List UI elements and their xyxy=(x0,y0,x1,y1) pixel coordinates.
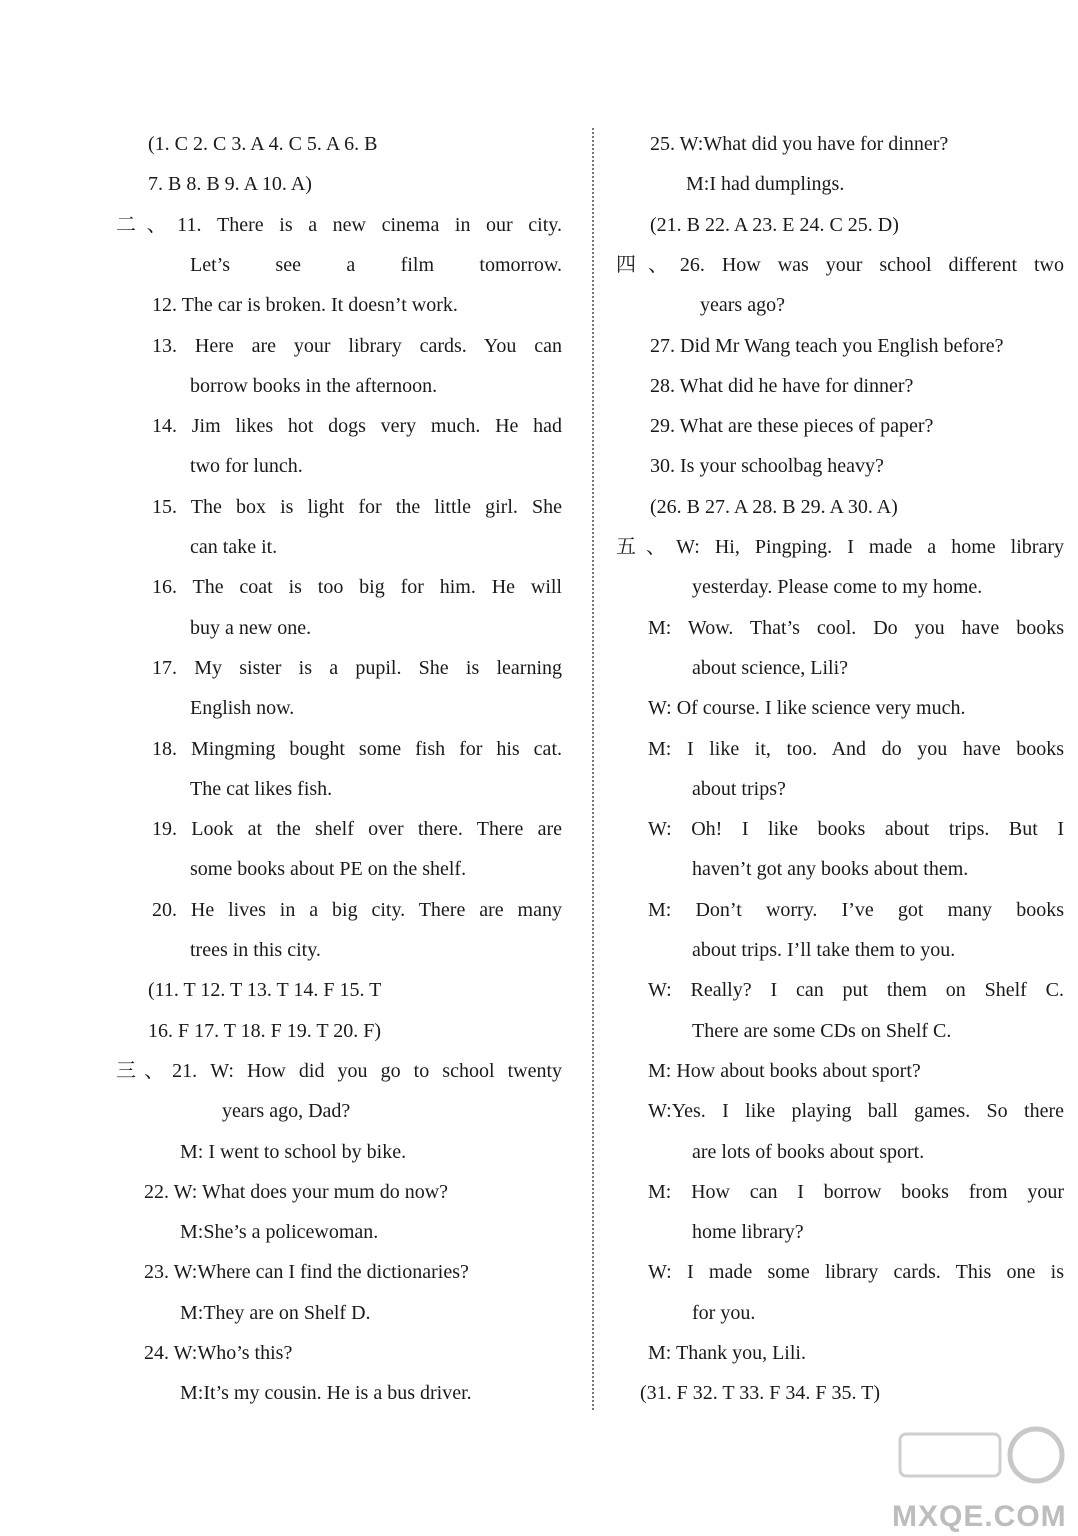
right-column-line: W: Of course. I like science very much. xyxy=(648,697,966,720)
right-column-line: yesterday. Please come to my home. xyxy=(692,576,983,599)
right-column-line: (31. F 32. T 33. F 34. F 35. T) xyxy=(640,1382,881,1405)
left-column-line: 19. Look at the shelf over there. There are xyxy=(152,818,562,841)
left-column-line: two for lunch. xyxy=(190,455,303,478)
left-column-line: M:It’s my cousin. He is a bus driver. xyxy=(180,1382,472,1405)
watermark-badge-icon xyxy=(896,1424,1066,1486)
right-column-line: (26. B 27. A 28. B 29. A 30. A) xyxy=(650,495,898,518)
right-column-line: about trips? xyxy=(692,777,786,800)
right-column-line: M: Wow. That’s cool. Do you have books xyxy=(648,616,1064,639)
right-column-line: 五、W: Hi, Pingping. I made a home library xyxy=(616,536,1064,558)
left-column-line: M: I went to school by bike. xyxy=(180,1140,407,1163)
right-column-line: 25. W:What did you have for dinner? xyxy=(650,133,949,155)
right-column-line: 29. What are these pieces of paper? xyxy=(650,415,934,438)
right-column-line: W: I made some library cards. This one is xyxy=(648,1261,1064,1284)
watermark-logo xyxy=(888,1420,1078,1536)
left-column-line: Let’s see a film tomorrow. xyxy=(190,253,562,276)
right-column-line: 27. Did Mr Wang teach you English before? xyxy=(650,334,1004,357)
right-column-line: 四、26. How was your school different two xyxy=(616,253,1064,276)
left-column-line: M:They are on Shelf D. xyxy=(180,1301,371,1324)
left-column-line: 23. W:Where can I find the dictionaries? xyxy=(144,1261,469,1284)
left-column-line: 三、21. W: How did you go to school twenty xyxy=(116,1059,562,1082)
left-column-line: 20. He lives in a big city. There are many xyxy=(152,898,562,921)
left-column-line: The cat likes fish. xyxy=(190,777,333,800)
left-column-line: 二、11. There is a new cinema in our city. xyxy=(116,213,562,236)
left-column-line: 7. B 8. B 9. A 10. A) xyxy=(148,173,312,196)
left-column-line: (11. T 12. T 13. T 14. F 15. T xyxy=(148,979,382,1002)
right-column-line: M: How can I borrow books from your xyxy=(648,1180,1064,1203)
left-column-line: English now. xyxy=(190,697,295,720)
left-column-line: 24. W:Who’s this? xyxy=(144,1342,293,1364)
left-column-line: trees in this city. xyxy=(190,939,321,961)
right-column-line: home library? xyxy=(692,1221,804,1244)
right-column-line: W: Oh! I like books about trips. But I xyxy=(648,818,1064,841)
right-column-line: (21. B 22. A 23. E 24. C 25. D) xyxy=(650,213,899,236)
left-column-line: buy a new one. xyxy=(190,616,312,639)
left-column-line: 22. W: What does your mum do now? xyxy=(144,1180,449,1203)
left-column-line: 16. The coat is too big for him. He will xyxy=(152,576,562,599)
right-column-line: are lots of books about sport. xyxy=(692,1140,925,1163)
left-column-line: (1. C 2. C 3. A 4. C 5. A 6. B xyxy=(148,133,378,155)
watermark-text: MXQE.COM xyxy=(892,1500,1067,1533)
right-column-line: 28. What did he have for dinner? xyxy=(650,374,914,397)
right-column-line: about science, Lili? xyxy=(692,656,849,679)
left-column-line: 17. My sister is a pupil. She is learning xyxy=(152,656,562,679)
right-column-line: for you. xyxy=(692,1301,756,1324)
left-column-line: borrow books in the afternoon. xyxy=(190,374,438,397)
column-divider xyxy=(592,128,594,1410)
right-column-line: M:I had dumplings. xyxy=(686,173,845,196)
right-column-line: 30. Is your schoolbag heavy? xyxy=(650,455,884,478)
right-column-line: M: Thank you, Lili. xyxy=(648,1342,806,1364)
left-column-line: years ago, Dad? xyxy=(222,1100,351,1123)
left-column-line: 18. Mingming bought some fish for his cat. xyxy=(152,737,562,760)
right-column-line: W: Really? I can put them on Shelf C. xyxy=(648,979,1064,1002)
right-column-line: years ago? xyxy=(700,294,785,317)
right-column-line: W:Yes. I like playing ball games. So there xyxy=(648,1100,1064,1123)
left-column-line: some books about PE on the shelf. xyxy=(190,858,467,881)
right-column-line: M: How about books about sport? xyxy=(648,1059,921,1082)
left-column-line: can take it. xyxy=(190,536,278,558)
right-column-line: M: Don’t worry. I’ve got many books xyxy=(648,898,1064,921)
left-column-line: 15. The box is light for the little girl. She xyxy=(152,495,562,518)
left-column-line: 13. Here are your library cards. You can xyxy=(152,334,562,357)
left-column-line: 16. F 17. T 18. F 19. T 20. F) xyxy=(148,1019,382,1042)
right-column-line: haven’t got any books about them. xyxy=(692,858,969,881)
right-column-line: about trips. I’ll take them to you. xyxy=(692,939,956,961)
left-column-line: 14. Jim likes hot dogs very much. He had xyxy=(152,415,562,438)
left-column-line: 12. The car is broken. It doesn’t work. xyxy=(152,294,458,317)
right-column-line: There are some CDs on Shelf C. xyxy=(692,1019,952,1042)
left-column-line: M:She’s a policewoman. xyxy=(180,1221,379,1244)
right-column-line: M: I like it, too. And do you have books xyxy=(648,737,1064,760)
